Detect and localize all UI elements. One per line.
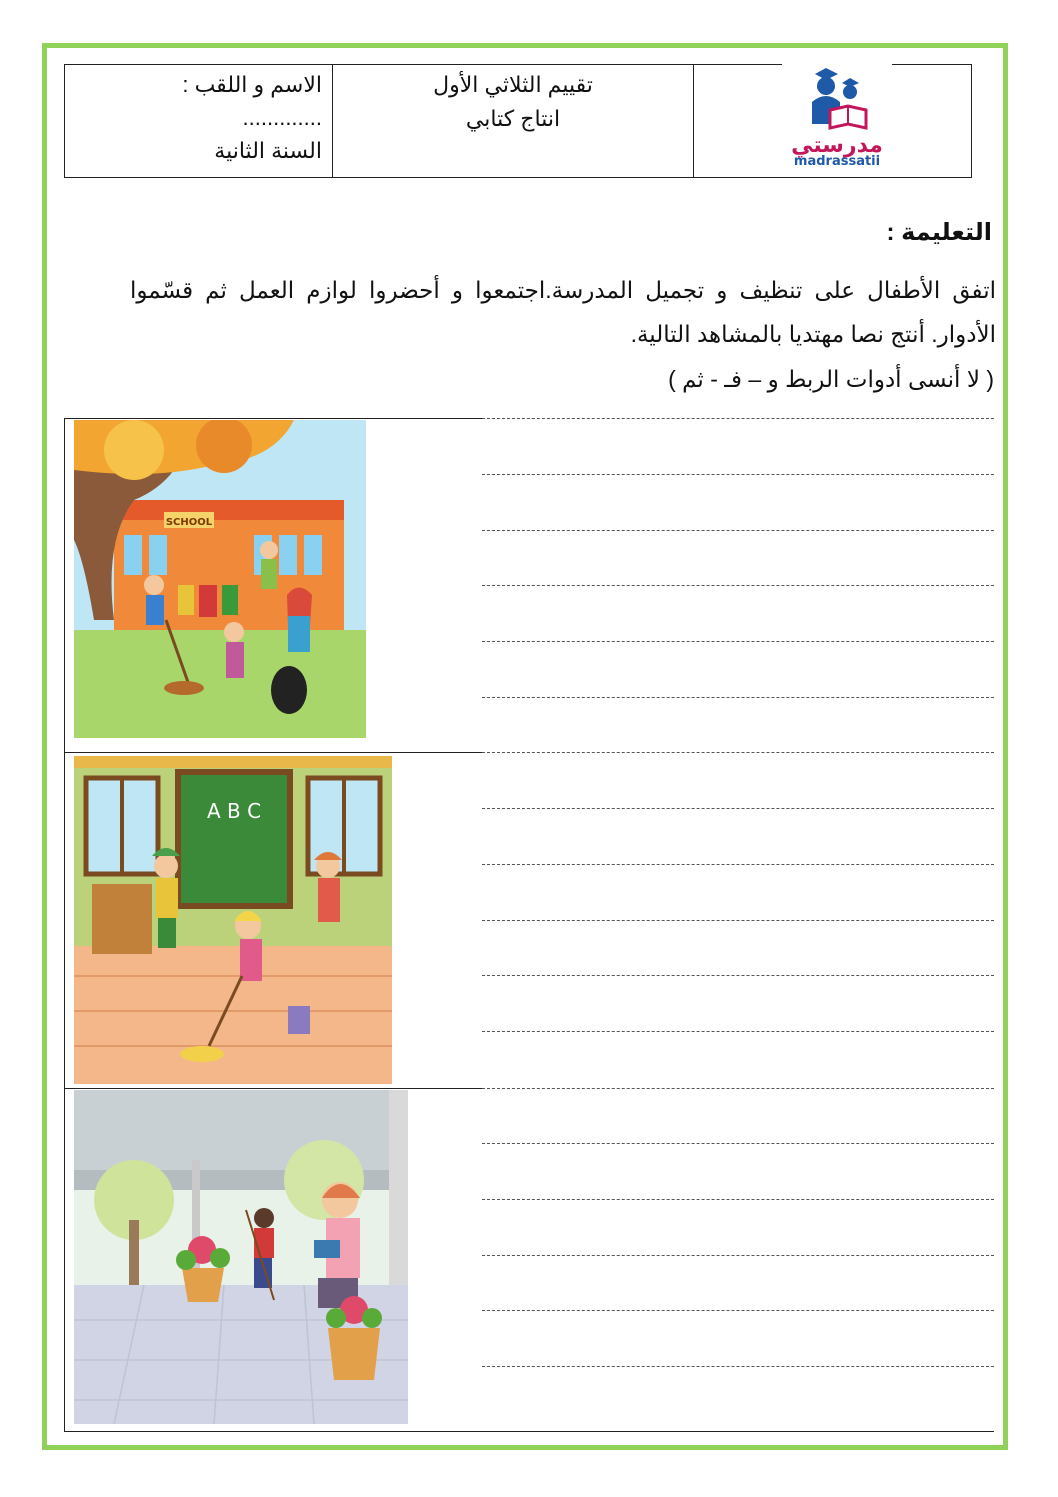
scene-schoolyard-image [74,420,366,738]
writing-line[interactable] [482,1031,994,1032]
grade-label: السنة الثانية [214,138,322,163]
name-label: الاسم و اللقب : [182,72,322,97]
assessment-title: تقييم الثلاثي الأول [433,72,593,97]
scene-garden-image [74,1090,408,1424]
writing-line[interactable] [482,474,994,475]
name-blank: ............. [242,105,322,130]
logo-text-ar: مدرستي [791,132,883,157]
writing-line[interactable] [482,752,994,753]
school-sign: SCHOOL [165,517,213,528]
writing-area-bottom-border [482,1431,994,1432]
logo-figure-icon [782,64,892,134]
writing-area [64,418,994,1432]
writing-line[interactable] [482,920,994,921]
writing-line[interactable] [482,975,994,976]
writing-line[interactable] [482,808,994,809]
student-info-cell [64,64,332,178]
writing-line[interactable] [482,530,994,531]
scene-classroom-image [74,756,392,1084]
writing-line[interactable] [482,1255,994,1256]
writing-line[interactable] [482,1143,994,1144]
writing-line[interactable] [482,697,994,698]
writing-line[interactable] [482,641,994,642]
writing-line[interactable] [482,418,994,419]
writing-line[interactable] [482,864,994,865]
instruction-label: التعليمة : [886,219,992,246]
writing-line[interactable] [482,1199,994,1200]
instruction-text: اتفق الأطفال على تنظيف و تجميل المدرسة.اجتمعوا و أحضروا لوازم العمل ثم قسّموا الأدوار. أنتج نصا مهتديا بالمشاهد التالية. [130,277,996,347]
madrassatii-logo [782,64,892,176]
title-cell [332,64,694,178]
writing-line[interactable] [482,1088,994,1089]
board-text: A B C [206,799,262,823]
writing-line[interactable] [482,585,994,586]
assessment-subtitle: انتاج كتابي [465,106,561,131]
writing-line[interactable] [482,1366,994,1367]
logo-text-en: madrassatii [793,154,881,169]
connectors-hint: ( لا أنسى أدوات الربط و – فـ - ثم ) [668,366,994,392]
writing-line[interactable] [482,1310,994,1311]
